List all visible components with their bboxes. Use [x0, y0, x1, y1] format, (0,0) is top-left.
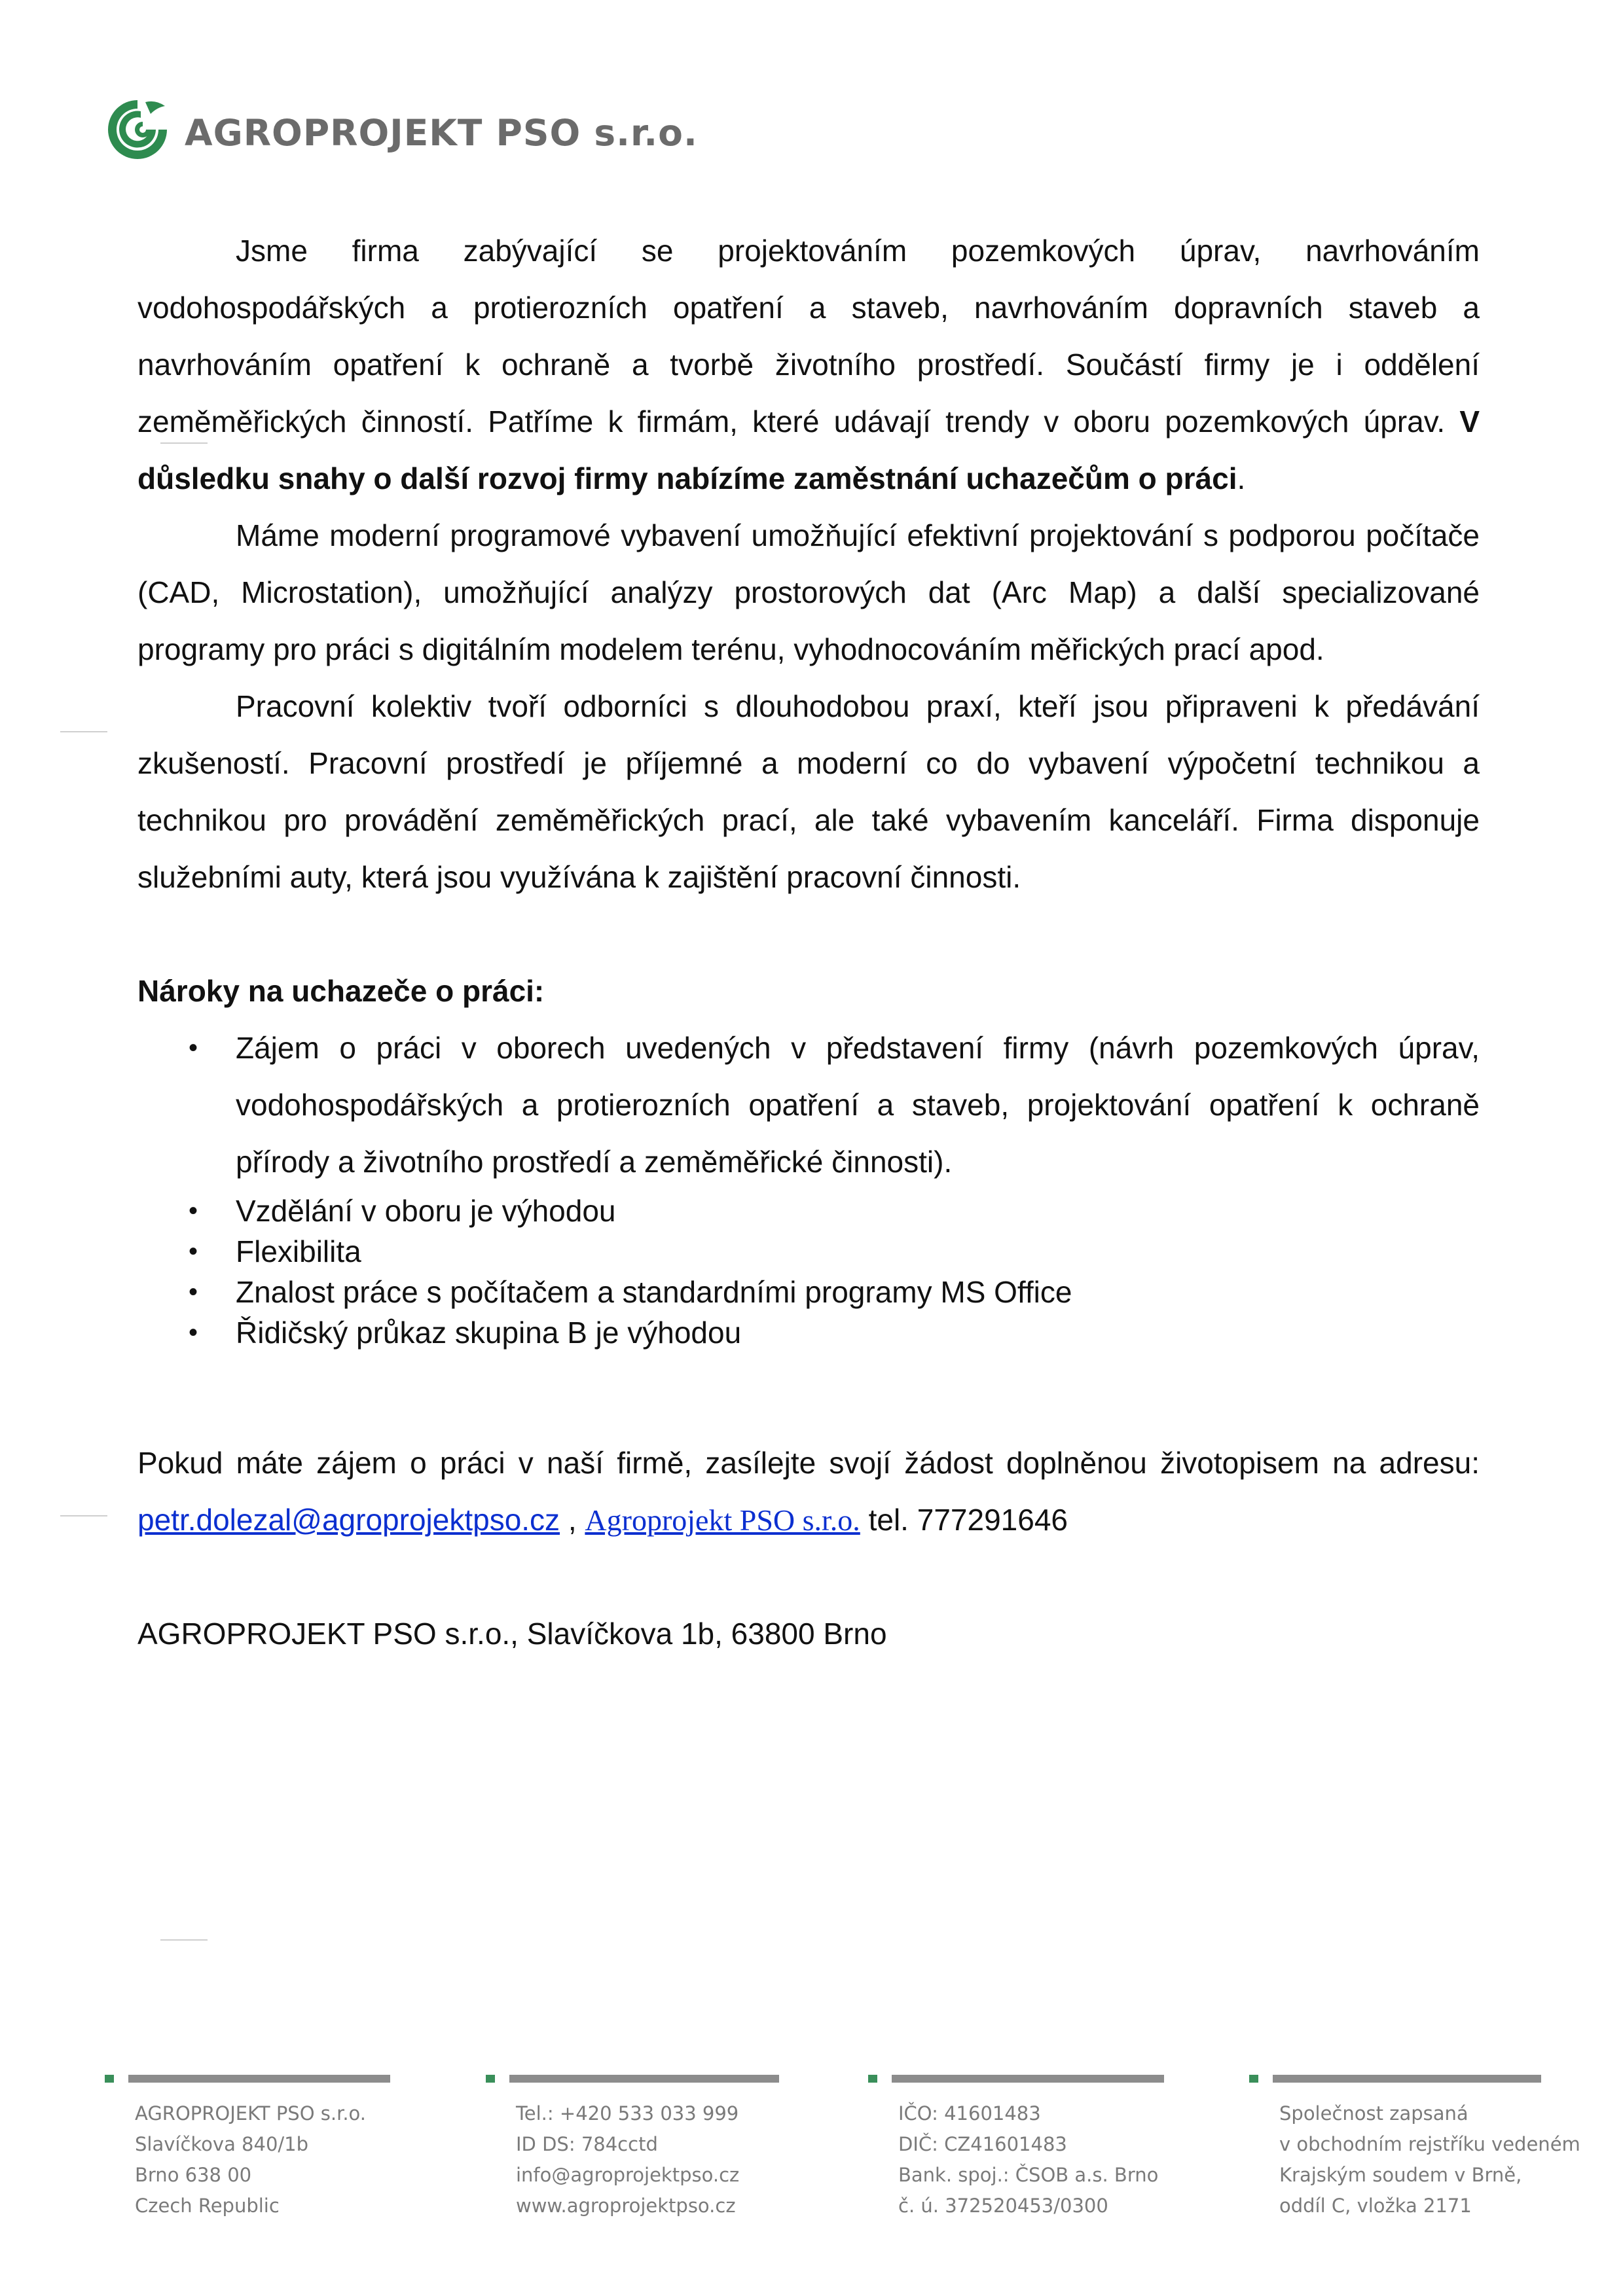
footer-divider	[1249, 2075, 1590, 2083]
intro-paragraph-2: Máme moderní programové vybavení umožňující efektivní projektování s podporou počítače (CAD, Microstation), umožňující analýzy prostorových dat (Arc Map) a další specializované programy pro práci s digitálním modelem terénu, vyhodnocováním měřických prací apod.	[137, 518, 1480, 666]
letterhead	[105, 97, 698, 162]
list-item	[137, 1231, 1480, 1272]
list-item	[137, 1020, 1480, 1191]
bullet-icon: •	[189, 1278, 198, 1306]
footer-line: oddíl C, vložka 2171	[1279, 2195, 1472, 2217]
footer-website[interactable]: www.agroprojektpso.cz	[516, 2195, 736, 2217]
bullet-icon: •	[189, 1318, 198, 1347]
requirements-title: Nároky na uchazeče o práci:	[137, 974, 545, 1008]
list-item-text: Zájem o práci v oborech uvedených v představení firmy (návrh pozemkových úprav, vodohospodářských a protierozních opatření a staveb, projektování opatření k ochraně přírody a životního prostředí a zeměměřické činnosti).	[236, 1031, 1480, 1179]
footer-line: č. ú. 372520453/0300	[898, 2195, 1108, 2217]
email-link[interactable]: petr.dolezal@agroprojektpso.cz	[137, 1503, 560, 1537]
intro-text: Jsme firma zabývající se projektováním pozemkových úprav, navrhováním vodohospodářských a protierozních opatření a staveb, navrhováním dopravních staveb a navrhováním opatření k ochraně a tvorbě životního prostředí. Součástí firmy je i oddělení zeměměřických činností. Patříme k firmám, které udávají trendy v oboru pozemkových úprav.	[137, 234, 1480, 439]
footer-email[interactable]: info@agroprojektpso.cz	[516, 2164, 740, 2186]
footer-column-ids	[868, 2075, 1209, 2221]
footer-line: Slavíčkova 840/1b	[135, 2133, 309, 2155]
bullet-icon: •	[189, 1196, 198, 1225]
intro-highlight: V důsledku snahy o další rozvoj firmy nabízíme zaměstnání uchazečům o práci	[137, 404, 1480, 495]
margin-mark	[60, 731, 107, 732]
contact-paragraph	[137, 1435, 1480, 1549]
intro-end: .	[1237, 461, 1246, 495]
footer-column-company	[105, 2075, 445, 2221]
letter-body	[137, 223, 1480, 1662]
footer-line: Krajským soudem v Brně,	[1279, 2164, 1522, 2186]
intro-paragraph-3: Pracovní kolektiv tvoří odborníci s dlouhodobou praxí, kteří jsou připraveni k předávání zkušeností. Pracovní prostředí je příjemné a moderní co do vybavení výpočetní technikou a technikou pro provádění zeměměřických prací, ale také vybavením kanceláří. Firma disponuje služebními auty, která jsou využívána k zajištění pracovní činnosti.	[137, 689, 1480, 894]
intro-paragraph-1	[137, 223, 1480, 507]
footer	[105, 2075, 1580, 2217]
list-item-text: Flexibilita	[236, 1234, 361, 1268]
footer-line: IČO: 41601483	[898, 2102, 1041, 2125]
company-logo-icon	[105, 97, 170, 162]
list-item	[137, 1272, 1480, 1312]
bullet-icon: •	[189, 1033, 198, 1062]
list-item-text: Vzdělání v oboru je výhodou	[236, 1194, 616, 1228]
phone-number: tel. 777291646	[860, 1503, 1068, 1537]
address-line: AGROPROJEKT PSO s.r.o., Slavíčkova 1b, 63800 Brno	[137, 1617, 887, 1651]
footer-line: Tel.: +420 533 033 999	[516, 2102, 739, 2125]
footer-line: AGROPROJEKT PSO s.r.o.	[135, 2102, 367, 2125]
footer-divider	[868, 2075, 1209, 2083]
requirements-list	[137, 1020, 1480, 1353]
list-item-text: Řidičský průkaz skupina B je výhodou	[236, 1316, 742, 1350]
footer-line: Czech Republic	[135, 2195, 280, 2217]
footer-line: DIČ: CZ41601483	[898, 2133, 1067, 2155]
footer-line: v obchodním rejstříku vedeném	[1279, 2133, 1580, 2155]
margin-mark	[160, 1939, 208, 1941]
company-web-link[interactable]: Agroprojekt PSO s.r.o.	[585, 1503, 860, 1537]
bullet-icon: •	[189, 1237, 198, 1266]
footer-line: Brno 638 00	[135, 2164, 252, 2186]
margin-mark	[60, 1515, 107, 1516]
list-item-text: Znalost práce s počítačem a standardními programy MS Office	[236, 1275, 1072, 1309]
footer-divider	[105, 2075, 445, 2083]
contact-separator: ,	[560, 1503, 585, 1537]
footer-line: Bank. spoj.: ČSOB a.s. Brno	[898, 2164, 1159, 2186]
footer-column-contact	[486, 2075, 826, 2221]
footer-line: Společnost zapsaná	[1279, 2102, 1468, 2125]
footer-line: ID DS: 784cctd	[516, 2133, 658, 2155]
contact-text: Pokud máte zájem o práci v naší firmě, zasílejte svojí žádost doplněnou životopisem na adresu:	[137, 1446, 1480, 1480]
footer-divider	[486, 2075, 826, 2083]
list-item	[137, 1312, 1480, 1353]
company-name: AGROPROJEKT PSO s.r.o.	[185, 111, 698, 154]
list-item	[137, 1191, 1480, 1231]
footer-column-registry	[1249, 2075, 1590, 2221]
